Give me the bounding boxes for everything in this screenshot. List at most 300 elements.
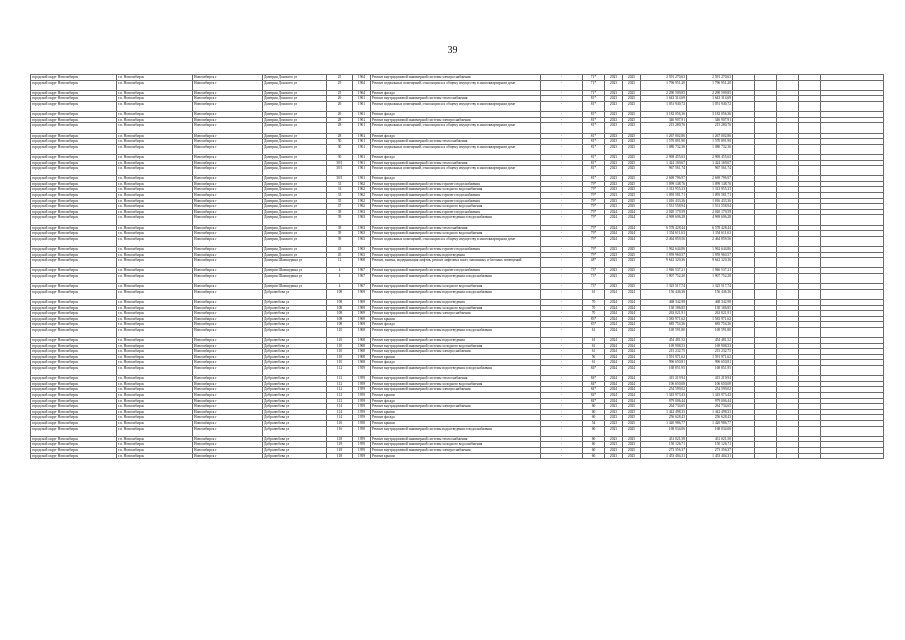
- settlement-cell: г.п. Новосибирск: [117, 247, 193, 253]
- extra-cell: -: [541, 354, 583, 360]
- year-cell: 1968: [353, 343, 371, 349]
- street-cell: Добролюбова ул: [263, 404, 327, 410]
- end-year-cell: 2025: [623, 80, 641, 90]
- settlement-cell: г.п. Новосибирск: [117, 75, 193, 81]
- street-cell: Дмитрия Шамшурина ул: [263, 273, 327, 283]
- end-year-cell: 2025: [623, 123, 641, 133]
- capital-repair-table: [30, 74, 884, 459]
- empty-cell: [821, 366, 884, 376]
- settlement-cell: г.п. Новосибирск: [117, 305, 193, 311]
- year-cell: 1959: [353, 409, 371, 415]
- house-cell: 31: [327, 187, 353, 193]
- extra-cell: -: [541, 299, 583, 305]
- table-row: [31, 453, 884, 459]
- settlement-cell: г.п. Новосибирск: [117, 252, 193, 258]
- end-year-cell: 2025: [623, 258, 641, 268]
- settlement-cell: г.п. Новосибирск: [117, 289, 193, 299]
- extra-cell: -: [541, 273, 583, 283]
- municipality-cell: городской округ Новосибирск: [31, 273, 117, 283]
- work-type-cell: Ремонт фасада: [371, 360, 541, 366]
- wear-cell: 60: [583, 409, 605, 415]
- table-row: [31, 273, 884, 283]
- work-type-cell: Ремонт внутридомовой инженерной системы теплоснабжения: [371, 96, 541, 102]
- page-number: 39: [447, 45, 458, 56]
- total-cell: 1 591 971,62: [687, 354, 733, 360]
- year-cell: 1961: [353, 123, 371, 133]
- house-cell: 39: [327, 231, 353, 237]
- empty-cell: [821, 327, 884, 337]
- house-cell: 118: [327, 436, 353, 442]
- total-cell: 263 021,91: [687, 311, 733, 317]
- city-cell: Новосибирск г: [193, 311, 263, 317]
- extra-cell: -: [541, 209, 583, 215]
- start-year-cell: 2023: [605, 258, 623, 268]
- extra-cell: -: [541, 366, 583, 376]
- settlement-cell: г.п. Новосибирск: [117, 284, 193, 290]
- end-year-cell: 2025: [623, 117, 641, 123]
- cost-cell: 1 643 314,69: [641, 96, 687, 102]
- cost-cell: 1 453 404,31: [641, 453, 687, 459]
- settlement-cell: г.п. Новосибирск: [117, 409, 193, 415]
- empty-cell: [755, 327, 777, 337]
- wear-cell: 61: [583, 343, 605, 349]
- empty-cell: [799, 273, 821, 283]
- extra-cell: -: [541, 426, 583, 436]
- wear-cell: 81*: [583, 112, 605, 118]
- end-year-cell: 2025: [623, 436, 641, 442]
- wear-cell: 70: [583, 305, 605, 311]
- start-year-cell: 2024: [605, 338, 623, 344]
- house-cell: 114: [327, 409, 353, 415]
- wear-cell: 60: [583, 436, 605, 442]
- municipality-cell: городской округ Новосибирск: [31, 252, 117, 258]
- empty-cell: [755, 101, 777, 111]
- street-cell: Дмитрия Донского ул: [263, 176, 327, 182]
- extra-cell: -: [541, 181, 583, 187]
- municipality-cell: городской округ Новосибирск: [31, 117, 117, 123]
- wear-cell: 81*: [583, 166, 605, 176]
- street-cell: Добролюбова ул: [263, 305, 327, 311]
- extra-cell: -: [541, 343, 583, 349]
- start-year-cell: 2024: [605, 376, 623, 382]
- cost-cell: 346 907,91: [641, 117, 687, 123]
- street-cell: Добролюбова ул: [263, 447, 327, 453]
- year-cell: 1961: [353, 144, 371, 154]
- house-cell: 30/1: [327, 176, 353, 182]
- total-cell: 2 290 509,85: [687, 90, 733, 96]
- empty-cell: [733, 327, 755, 337]
- street-cell: Добролюбова ул: [263, 421, 327, 427]
- municipality-cell: городской округ Новосибирск: [31, 421, 117, 427]
- house-cell: 25: [327, 90, 353, 96]
- year-cell: 1967: [353, 273, 371, 283]
- city-cell: Новосибирск г: [193, 112, 263, 118]
- city-cell: Новосибирск г: [193, 426, 263, 436]
- empty-cell: [733, 366, 755, 376]
- empty-cell: [777, 366, 799, 376]
- end-year-cell: 2024: [623, 376, 641, 382]
- cost-cell: 1 796 951,20: [641, 80, 687, 90]
- start-year-cell: 2024: [605, 398, 623, 404]
- wear-cell: 81*: [583, 160, 605, 166]
- start-year-cell: 2023: [605, 90, 623, 96]
- work-type-cell: Ремонт подвальных помещений, относящихся к общему имуществу в многоквартирном доме: [371, 166, 541, 176]
- cost-cell: 1 095 581,71: [641, 193, 687, 199]
- cost-cell: 431 021,58: [641, 436, 687, 442]
- work-type-cell: Ремонт внутридомовой инженерной системы водоотведения и водоснабжения: [371, 426, 541, 436]
- street-cell: Дмитрия Донского ул: [263, 209, 327, 215]
- total-cell: 256 628,43: [687, 415, 733, 421]
- wear-cell: 81*: [583, 96, 605, 102]
- settlement-cell: г.п. Новосибирск: [117, 123, 193, 133]
- extra-cell: -: [541, 338, 583, 344]
- house-cell: 108: [327, 316, 353, 322]
- year-cell: 1961: [353, 112, 371, 118]
- city-cell: Новосибирск г: [193, 80, 263, 90]
- city-cell: Новосибирск г: [193, 139, 263, 145]
- house-cell: 112: [327, 398, 353, 404]
- extra-cell: -: [541, 311, 583, 317]
- start-year-cell: 2023: [605, 75, 623, 81]
- start-year-cell: 2023: [605, 204, 623, 210]
- start-year-cell: 2023: [605, 144, 623, 154]
- house-cell: 112: [327, 381, 353, 387]
- start-year-cell: 2024: [605, 381, 623, 387]
- year-cell: 1959: [353, 393, 371, 399]
- extra-cell: -: [541, 112, 583, 118]
- extra-cell: -: [541, 268, 583, 274]
- cost-cell: 215 232,75: [641, 349, 687, 355]
- settlement-cell: г.п. Новосибирск: [117, 181, 193, 187]
- year-cell: 1961: [353, 133, 371, 139]
- extra-cell: -: [541, 436, 583, 442]
- wear-cell: 73*: [583, 268, 605, 274]
- table-row: [31, 123, 884, 133]
- total-cell: 346 907,91: [687, 117, 733, 123]
- city-cell: Новосибирск г: [193, 409, 263, 415]
- extra-cell: -: [541, 398, 583, 404]
- cost-cell: 967 561,74: [641, 166, 687, 176]
- municipality-cell: городской округ Новосибирск: [31, 215, 117, 225]
- street-cell: Дмитрия Донского ул: [263, 123, 327, 133]
- start-year-cell: 2023: [605, 198, 623, 204]
- empty-cell: [799, 101, 821, 111]
- table-row: [31, 258, 884, 268]
- end-year-cell: 2024: [623, 311, 641, 317]
- cost-cell: 454 481,52: [641, 338, 687, 344]
- city-cell: Новосибирск г: [193, 187, 263, 193]
- year-cell: 1964: [353, 80, 371, 90]
- table-row: [31, 166, 884, 176]
- house-cell: 108: [327, 305, 353, 311]
- house-cell: 30/1: [327, 160, 353, 166]
- wear-cell: 70: [583, 299, 605, 305]
- start-year-cell: 2023: [605, 193, 623, 199]
- street-cell: Дмитрия Донского ул: [263, 215, 327, 225]
- year-cell: 1963: [353, 215, 371, 225]
- municipality-cell: городской округ Новосибирск: [31, 360, 117, 366]
- work-type-cell: Ремонт внутридомовой инженерной системы теплоснабжения: [371, 139, 541, 145]
- wear-cell: 79*: [583, 187, 605, 193]
- settlement-cell: г.п. Новосибирск: [117, 381, 193, 387]
- settlement-cell: г.п. Новосибирск: [117, 193, 193, 199]
- total-cell: 2 669 796,97: [687, 176, 733, 182]
- city-cell: Новосибирск г: [193, 284, 263, 290]
- house-cell: 118: [327, 453, 353, 459]
- settlement-cell: г.п. Новосибирск: [117, 421, 193, 427]
- city-cell: Новосибирск г: [193, 75, 263, 81]
- year-cell: 1964: [353, 75, 371, 81]
- table-row: [31, 101, 884, 111]
- year-cell: 1959: [353, 436, 371, 442]
- end-year-cell: 2024: [623, 366, 641, 376]
- start-year-cell: 2024: [605, 343, 623, 349]
- end-year-cell: 2025: [623, 404, 641, 410]
- house-cell: 30: [327, 139, 353, 145]
- municipality-cell: городской округ Новосибирск: [31, 268, 117, 274]
- street-cell: Дмитрия Донского ул: [263, 187, 327, 193]
- total-cell: 468 342,98: [687, 299, 733, 305]
- cost-cell: 1 442 498,33: [641, 409, 687, 415]
- work-type-cell: Ремонт внутридомовой инженерной системы водоотведения и водоснабжения: [371, 327, 541, 337]
- start-year-cell: 2023: [605, 181, 623, 187]
- house-cell: 110: [327, 343, 353, 349]
- start-year-cell: 2023: [605, 268, 623, 274]
- end-year-cell: 2024: [623, 231, 641, 237]
- total-cell: 3 182 056,36: [687, 112, 733, 118]
- wear-cell: 48*: [583, 258, 605, 268]
- settlement-cell: г.п. Новосибирск: [117, 393, 193, 399]
- total-cell: 156 446,36: [687, 289, 733, 299]
- work-type-cell: Ремонт крыши: [371, 393, 541, 399]
- city-cell: Новосибирск г: [193, 268, 263, 274]
- year-cell: 1959: [353, 398, 371, 404]
- work-type-cell: Ремонт подвальных помещений, относящихся к общему имуществу в многоквартирном доме: [371, 123, 541, 133]
- extra-cell: -: [541, 160, 583, 166]
- cost-cell: 979 006,44: [641, 398, 687, 404]
- municipality-cell: городской округ Новосибирск: [31, 154, 117, 160]
- end-year-cell: 2025: [623, 273, 641, 283]
- street-cell: Добролюбова ул: [263, 415, 327, 421]
- street-cell: Добролюбова ул: [263, 360, 327, 366]
- empty-cell: [733, 123, 755, 133]
- wear-cell: 79*: [583, 181, 605, 187]
- table-row: [31, 236, 884, 246]
- table-body: [31, 75, 884, 459]
- city-cell: Новосибирск г: [193, 117, 263, 123]
- work-type-cell: Ремонт внутридомовой инженерной системы горячего водоснабжения: [371, 181, 541, 187]
- start-year-cell: 2023: [605, 409, 623, 415]
- settlement-cell: г.п. Новосибирск: [117, 176, 193, 182]
- municipality-cell: городской округ Новосибирск: [31, 112, 117, 118]
- total-cell: 1 570 891,90: [687, 139, 733, 145]
- extra-cell: -: [541, 133, 583, 139]
- extra-cell: -: [541, 236, 583, 246]
- empty-cell: [733, 426, 755, 436]
- year-cell: 1959: [353, 453, 371, 459]
- municipality-cell: городской округ Новосибирск: [31, 176, 117, 182]
- end-year-cell: 2025: [623, 198, 641, 204]
- street-cell: Дмитрия Донского ул: [263, 75, 327, 81]
- empty-cell: [799, 123, 821, 133]
- extra-cell: -: [541, 316, 583, 322]
- street-cell: Добролюбова ул: [263, 398, 327, 404]
- empty-cell: [799, 236, 821, 246]
- settlement-cell: г.п. Новосибирск: [117, 343, 193, 349]
- total-cell: 1 267 002,86: [687, 133, 733, 139]
- work-type-cell: Ремонт фасада: [371, 176, 541, 182]
- empty-cell: [799, 80, 821, 90]
- total-cell: 1 583 971,62: [687, 316, 733, 322]
- work-type-cell: Ремонт внутридомовой инженерной системы холодного водоснабжения: [371, 442, 541, 448]
- wear-cell: 54: [583, 421, 605, 427]
- municipality-cell: городской округ Новосибирск: [31, 193, 117, 199]
- municipality-cell: городской округ Новосибирск: [31, 299, 117, 305]
- start-year-cell: 2023: [605, 133, 623, 139]
- wear-cell: 79*: [583, 193, 605, 199]
- work-type-cell: Ремонт внутридомовой инженерной системы холодного водоснабжения: [371, 187, 541, 193]
- house-cell: 110: [327, 360, 353, 366]
- street-cell: Дмитрия Донского ул: [263, 236, 327, 246]
- extra-cell: -: [541, 327, 583, 337]
- end-year-cell: 2024: [623, 387, 641, 393]
- municipality-cell: городской округ Новосибирск: [31, 447, 117, 453]
- empty-cell: [755, 215, 777, 225]
- house-cell: 110: [327, 354, 353, 360]
- street-cell: Дмитрия Шамшурина ул: [263, 258, 327, 268]
- settlement-cell: г.п. Новосибирск: [117, 101, 193, 111]
- house-cell: 110: [327, 327, 353, 337]
- cost-cell: 168 851,95: [641, 366, 687, 376]
- city-cell: Новосибирск г: [193, 343, 263, 349]
- empty-cell: [733, 166, 755, 176]
- empty-cell: [799, 453, 821, 459]
- house-cell: 28: [327, 123, 353, 133]
- work-type-cell: Ремонт подвальных помещений, относящихся к общему имуществу в многоквартирном доме: [371, 101, 541, 111]
- cost-cell: 156 446,36: [641, 289, 687, 299]
- city-cell: Новосибирск г: [193, 376, 263, 382]
- cost-cell: 1 080 732,36: [641, 144, 687, 154]
- end-year-cell: 2025: [623, 75, 641, 81]
- settlement-cell: г.п. Новосибирск: [117, 327, 193, 337]
- total-cell: 106 650,08: [687, 381, 733, 387]
- house-cell: 28: [327, 133, 353, 139]
- city-cell: Новосибирск г: [193, 299, 263, 305]
- start-year-cell: 2023: [605, 117, 623, 123]
- extra-cell: -: [541, 247, 583, 253]
- total-cell: 264 734,65: [687, 404, 733, 410]
- street-cell: Дмитрия Донского ул: [263, 139, 327, 145]
- city-cell: Новосибирск г: [193, 415, 263, 421]
- settlement-cell: г.п. Новосибирск: [117, 236, 193, 246]
- street-cell: Добролюбова ул: [263, 453, 327, 459]
- total-cell: 4 969 606,28: [687, 215, 733, 225]
- total-cell: 1 313 955,33: [687, 187, 733, 193]
- city-cell: Новосибирск г: [193, 442, 263, 448]
- year-cell: 1963: [353, 231, 371, 237]
- street-cell: Дмитрия Шамшурина ул: [263, 268, 327, 274]
- end-year-cell: 2025: [623, 96, 641, 102]
- city-cell: Новосибирск г: [193, 247, 263, 253]
- total-cell: 1 016 433,36: [687, 198, 733, 204]
- empty-cell: [755, 258, 777, 268]
- total-cell: 215 280,76: [687, 123, 733, 133]
- table-row: [31, 366, 884, 376]
- cost-cell: 2 969 455,63: [641, 154, 687, 160]
- empty-cell: [755, 166, 777, 176]
- house-cell: 33: [327, 193, 353, 199]
- empty-cell: [755, 144, 777, 154]
- empty-cell: [777, 327, 799, 337]
- end-year-cell: 2025: [623, 252, 641, 258]
- house-cell: 118: [327, 447, 353, 453]
- municipality-cell: городской округ Новосибирск: [31, 133, 117, 139]
- empty-cell: [799, 258, 821, 268]
- start-year-cell: 2023: [605, 247, 623, 253]
- settlement-cell: г.п. Новосибирск: [117, 80, 193, 90]
- settlement-cell: г.п. Новосибирск: [117, 322, 193, 328]
- cost-cell: 1 946 537,21: [641, 268, 687, 274]
- extra-cell: -: [541, 284, 583, 290]
- house-cell: 112: [327, 387, 353, 393]
- municipality-cell: городской округ Новосибирск: [31, 381, 117, 387]
- empty-cell: [777, 426, 799, 436]
- settlement-cell: г.п. Новосибирск: [117, 117, 193, 123]
- cost-cell: 2 290 509,85: [641, 90, 687, 96]
- settlement-cell: г.п. Новосибирск: [117, 311, 193, 317]
- wear-cell: 60: [583, 453, 605, 459]
- city-cell: Новосибирск г: [193, 404, 263, 410]
- street-cell: Дмитрия Донского ул: [263, 225, 327, 231]
- work-type-cell: Ремонт фасада: [371, 133, 541, 139]
- start-year-cell: 2023: [605, 160, 623, 166]
- empty-cell: [777, 236, 799, 246]
- extra-cell: -: [541, 415, 583, 421]
- city-cell: Новосибирск г: [193, 327, 263, 337]
- start-year-cell: 2024: [605, 354, 623, 360]
- house-cell: 112: [327, 393, 353, 399]
- year-cell: 1968: [353, 327, 371, 337]
- year-cell: 1968: [353, 354, 371, 360]
- street-cell: Дмитрия Донского ул: [263, 154, 327, 160]
- settlement-cell: г.п. Новосибирск: [117, 139, 193, 145]
- house-cell: 35: [327, 198, 353, 204]
- year-cell: 1959: [353, 366, 371, 376]
- start-year-cell: 2024: [605, 305, 623, 311]
- wear-cell: 60: [583, 404, 605, 410]
- settlement-cell: г.п. Новосибирск: [117, 268, 193, 274]
- extra-cell: -: [541, 387, 583, 393]
- wear-cell: 61: [583, 360, 605, 366]
- city-cell: Новосибирск г: [193, 305, 263, 311]
- start-year-cell: 2024: [605, 327, 623, 337]
- total-cell: 2 020 179,59: [687, 209, 733, 215]
- empty-cell: [821, 166, 884, 176]
- wear-cell: 83*: [583, 316, 605, 322]
- total-cell: 1 946 537,21: [687, 268, 733, 274]
- cost-cell: 1 962 644,86: [641, 247, 687, 253]
- empty-cell: [777, 289, 799, 299]
- cost-cell: 130 186,85: [641, 305, 687, 311]
- city-cell: Новосибирск г: [193, 166, 263, 176]
- start-year-cell: 2023: [605, 252, 623, 258]
- work-type-cell: Ремонт внутридомовой инженерной системы водоотведения и водоснабжения: [371, 273, 541, 283]
- settlement-cell: г.п. Новосибирск: [117, 442, 193, 448]
- house-cell: 30: [327, 154, 353, 160]
- city-cell: Новосибирск г: [193, 289, 263, 299]
- work-type-cell: Ремонт внутридомовой инженерной системы холодного водоснабжения: [371, 343, 541, 349]
- year-cell: 1968: [353, 258, 371, 268]
